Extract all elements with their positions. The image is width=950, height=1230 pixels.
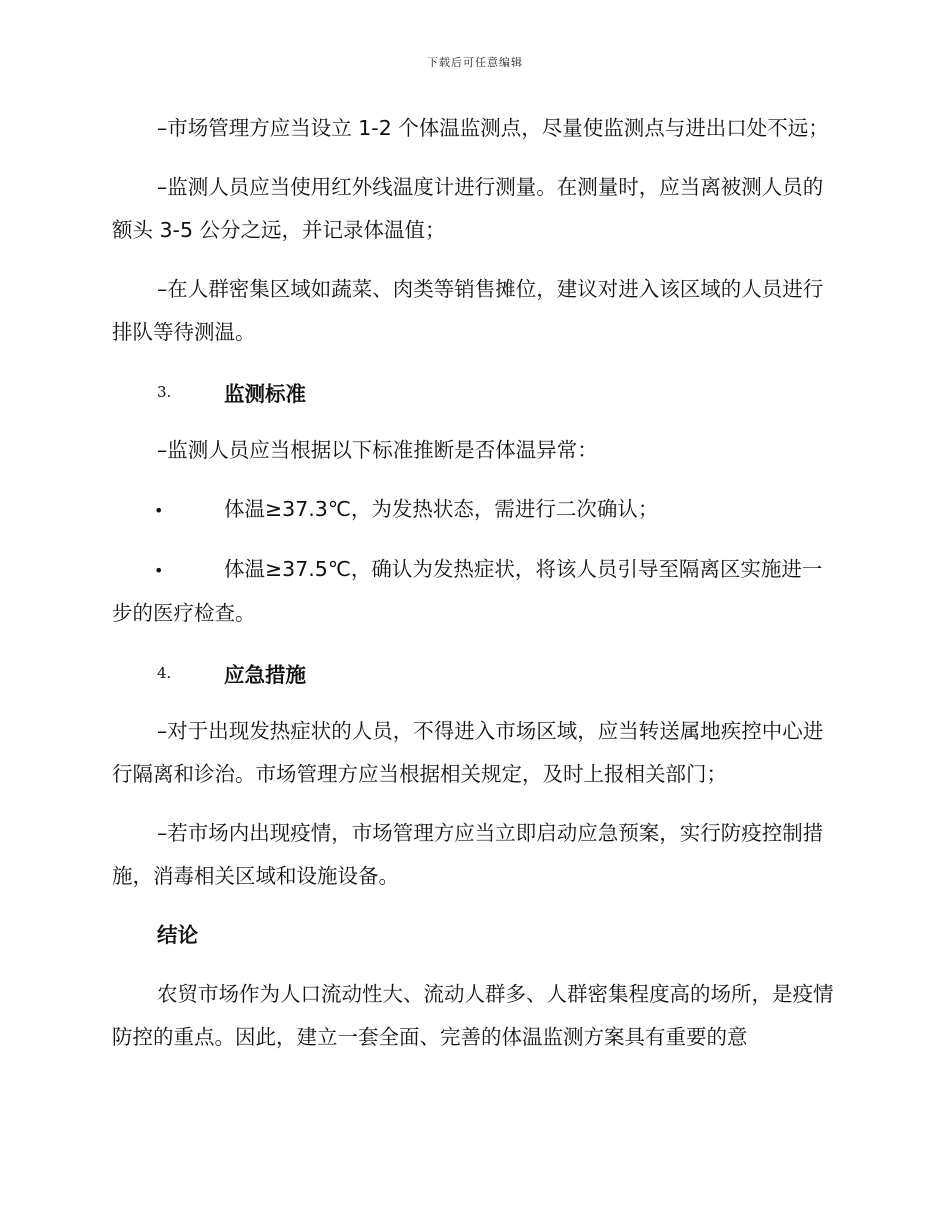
list-item (112, 548, 834, 635)
bullet-icon: • (154, 501, 164, 520)
list-item-text: 体温≥37.5℃，确认为发热症状，将该人员引导至隔离区实施进一步的医疗检查。 (112, 557, 823, 625)
bullet-icon: • (154, 561, 164, 580)
section-heading-monitoring-standard (112, 370, 834, 413)
section-heading-emergency-measures (112, 651, 834, 694)
section-title: 监测标准 (224, 381, 306, 406)
paragraph-fever-handling: –对于出现发热症状的人员，不得进入市场区域，应当转送属地疾控中心进行隔离和诊治。市场管理方应当根据相关规定，及时上报相关部门； (112, 719, 824, 786)
list-item-text: 体温≥37.3℃，为发热状态，需进行二次确认； (224, 497, 659, 521)
section-title: 应急措施 (224, 662, 306, 687)
paragraph-queue-testing: –在人群密集区域如蔬菜、肉类等销售摊位，建议对进入该区域的人员进行排队等待测温。 (112, 277, 824, 344)
paragraph-measurement-method: –监测人员应当使用红外线温度计进行测量。在测量时，应当离被测人员的额头 3-5 公分之远，并记录体温值； (112, 175, 824, 242)
paragraph-outbreak-plan: –若市场内出现疫情，市场管理方应当立即启动应急预案，实行防疫控制措施，消毒相关区域和设施设备。 (112, 821, 824, 888)
paragraph-standard-intro: –监测人员应当根据以下标准推断是否体温异常： (157, 438, 598, 462)
document-body (112, 107, 834, 1075)
page-header: 下载后可任意编辑 (427, 56, 523, 69)
section-number: 4. (157, 663, 172, 682)
section-number: 3. (157, 382, 172, 401)
paragraph-monitoring-points: –市场管理方应当设立 1-2 个体温监测点，尽量使监测点与进出口处不远； (157, 116, 829, 140)
conclusion-heading: 结论 (157, 923, 198, 947)
paragraph-conclusion: 农贸市场作为人口流动性大、流动人群多、人群密集程度高的场所，是疫情防控的重点。因此，建立一套全面、完善的体温监测方案具有重要的意 (112, 982, 834, 1049)
list-item (112, 488, 834, 532)
